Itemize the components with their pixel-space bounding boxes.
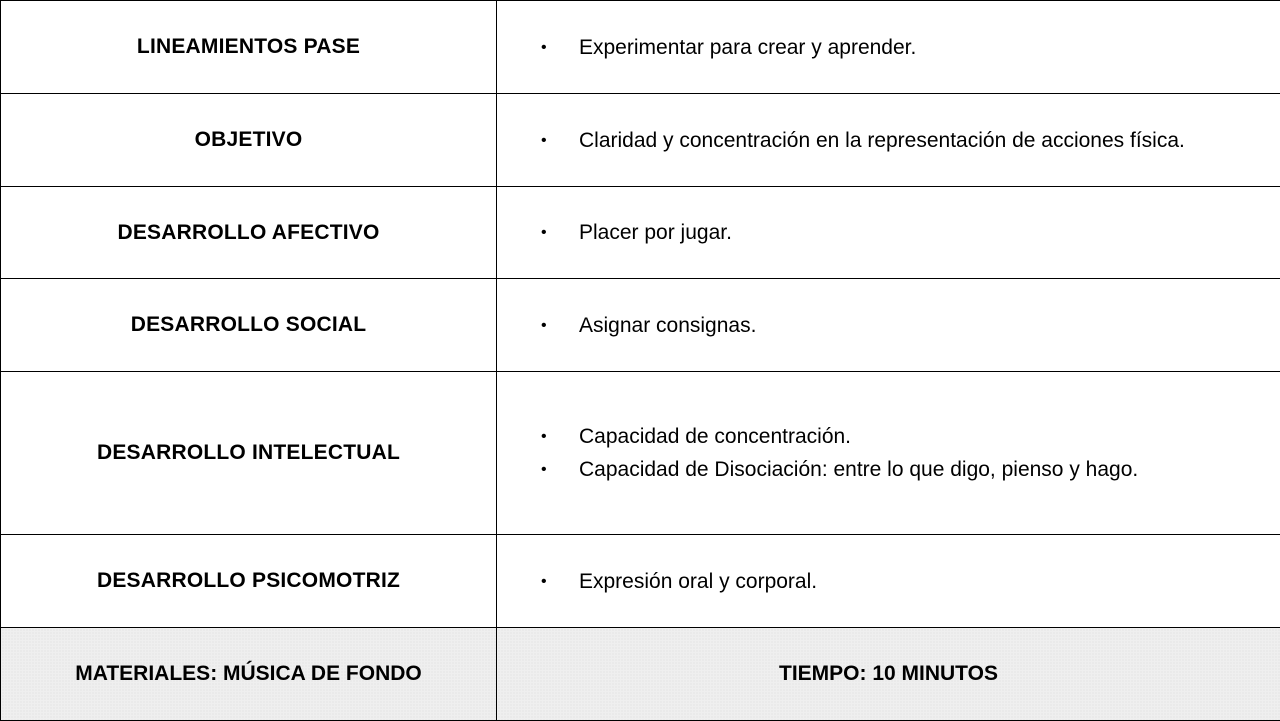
row-content — [497, 187, 1280, 279]
list-item — [541, 309, 1280, 342]
row-content — [497, 372, 1280, 535]
row-label: OBJETIVO — [1, 94, 497, 187]
list-item — [541, 31, 1280, 64]
list-item-text: Experimentar para crear y aprender. — [579, 36, 916, 59]
bullet-list — [497, 31, 1280, 64]
row-content — [497, 94, 1280, 187]
list-item-text: Capacidad de Disociación: entre lo que digo, pienso y hago. — [579, 458, 1138, 481]
list-item — [541, 565, 1280, 598]
row-label: DESARROLLO INTELECTUAL — [1, 372, 497, 535]
bullet-list — [497, 309, 1280, 342]
bullet-icon: • — [541, 453, 553, 486]
bullet-list — [497, 420, 1280, 486]
list-item — [541, 124, 1280, 157]
table-row-afectivo — [1, 187, 1280, 279]
list-item — [541, 216, 1280, 249]
bullet-icon: • — [541, 565, 553, 598]
table-row-objetivo — [1, 94, 1280, 187]
row-content — [497, 535, 1280, 628]
list-item — [541, 420, 1280, 453]
bullet-icon: • — [541, 309, 553, 342]
list-item — [541, 453, 1280, 486]
bullet-icon: • — [541, 420, 553, 453]
row-label: DESARROLLO SOCIAL — [1, 279, 497, 372]
bullet-list — [497, 216, 1280, 249]
bullet-icon: • — [541, 124, 553, 157]
table-row-intelectual — [1, 372, 1280, 535]
list-item-text: Capacidad de concentración. — [579, 425, 851, 448]
row-content — [497, 1, 1280, 94]
table-row-social — [1, 279, 1280, 372]
bullet-list — [497, 124, 1280, 157]
row-label: DESARROLLO PSICOMOTRIZ — [1, 535, 497, 628]
list-item-text: Expresión oral y corporal. — [579, 570, 817, 593]
row-label: DESARROLLO AFECTIVO — [1, 187, 497, 279]
bullet-icon: • — [541, 216, 553, 249]
table-row-lineamientos — [1, 1, 1280, 94]
materials-cell: MATERIALES: MÚSICA DE FONDO — [1, 628, 497, 721]
bullet-list — [497, 565, 1280, 598]
row-content — [497, 279, 1280, 372]
list-item-text: Placer por jugar. — [579, 221, 732, 244]
table-row-footer — [1, 628, 1280, 721]
list-item-text: Asignar consignas. — [579, 314, 756, 337]
row-label: LINEAMIENTOS PASE — [1, 1, 497, 94]
table-row-psicomotriz — [1, 535, 1280, 628]
time-cell: TIEMPO: 10 MINUTOS — [497, 628, 1280, 721]
list-item-text: Claridad y concentración en la representación de acciones física. — [579, 129, 1185, 152]
bullet-icon: • — [541, 31, 553, 64]
